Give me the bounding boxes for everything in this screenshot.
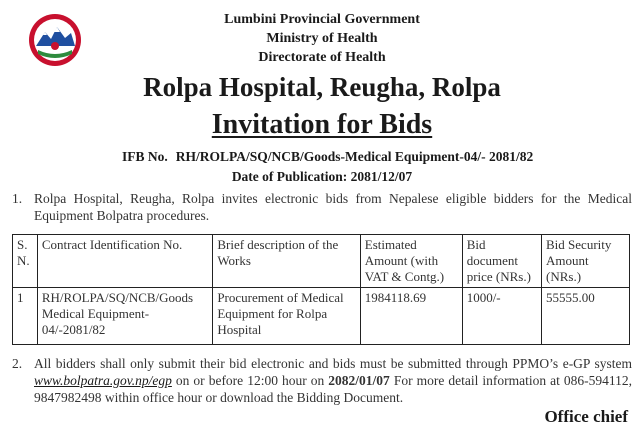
cell-contract-id: RH/ROLPA/SQ/NCB/Goods Medical Equipment-04/-2081/82 xyxy=(37,288,212,345)
header-document-price: Bid document price (NRs.) xyxy=(462,235,541,288)
cell-document-price: 1000/- xyxy=(462,288,541,345)
paragraph-1-text: Rolpa Hospital, Reugha, Rolpa invites electronic bids from Nepalese eligible bidders for the Medical Equipment Bolpatra procedures. xyxy=(34,191,632,223)
notice-title: Invitation for Bids xyxy=(211,109,433,140)
paragraph-2 xyxy=(12,355,632,406)
cell-description: Procurement of Medical Equipment for Rolpa Hospital xyxy=(213,288,360,345)
paragraph-2-number: 2. xyxy=(12,356,23,371)
table-header-row xyxy=(13,235,630,288)
signature: Office chief xyxy=(544,407,628,426)
header-government: Lumbini Provincial Government xyxy=(224,12,420,27)
submission-deadline: 2082/01/07 xyxy=(328,373,390,388)
paragraph-2-intro: All bidders shall only submit their bid electronic and bids must be submitted through PPMO’s e-GP system xyxy=(34,356,632,371)
ifb-label: IFB No. xyxy=(122,149,168,164)
paragraph-2-text xyxy=(34,355,632,406)
paragraph-2-middle: on or before 12:00 hour on xyxy=(175,373,325,388)
header-bid-security: Bid Security Amount (NRs.) xyxy=(542,235,630,288)
paragraph-1-number: 1. xyxy=(12,191,23,206)
ifb-number: RH/ROLPA/SQ/NCB/Goods-Medical Equipment-04/- 2081/82 xyxy=(175,149,534,164)
cell-estimated-amount: 1984118.69 xyxy=(360,288,462,345)
hospital-name: Rolpa Hospital, Reugha, Rolpa xyxy=(143,72,501,102)
header-directorate: Directorate of Health xyxy=(258,50,386,65)
ifb-line xyxy=(122,149,533,165)
header-ministry: Ministry of Health xyxy=(266,31,378,46)
bolpatra-link[interactable]: www.bolpatra.gov.np/egp xyxy=(34,373,172,388)
header-description: Brief description of the Works xyxy=(213,235,360,288)
paragraph-2-contact: For more detail information at 086-594112, 9847982498 within office hour or download the Bidding Document. xyxy=(34,373,633,405)
paragraph-1 xyxy=(12,190,632,224)
cell-bid-security: 55555.00 xyxy=(542,288,630,345)
header-estimated-amount: Estimated Amount (with VAT & Contg.) xyxy=(360,235,462,288)
header-contract-id: Contract Identification No. xyxy=(37,235,212,288)
table-row xyxy=(13,288,630,345)
header-sn: S. N. xyxy=(13,235,38,288)
bid-table xyxy=(12,234,630,345)
cell-sn: 1 xyxy=(13,288,38,345)
publication-date: Date of Publication: 2081/12/07 xyxy=(231,169,413,184)
